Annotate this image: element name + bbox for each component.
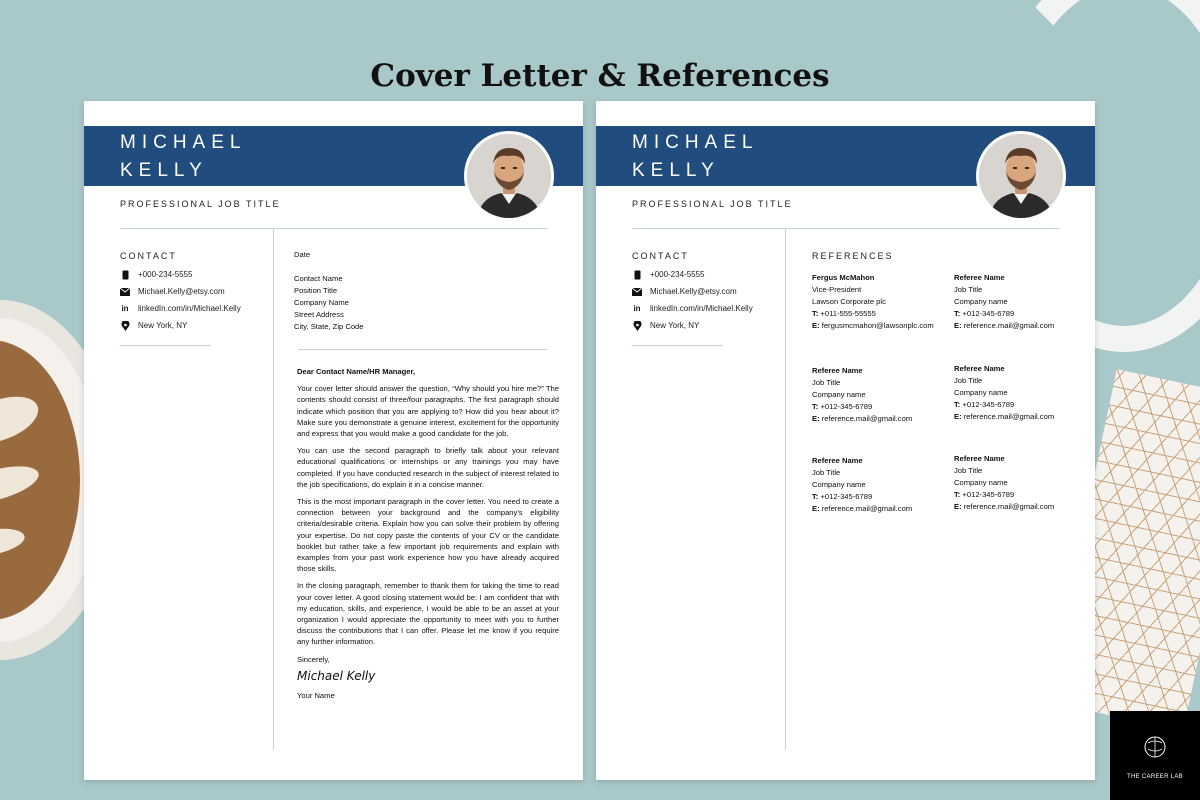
salutation: Dear Contact Name/HR Manager, xyxy=(297,367,416,376)
divider xyxy=(120,345,211,346)
reference-entry xyxy=(954,363,1054,423)
contact-title: CONTACT xyxy=(120,251,177,261)
reference-entry xyxy=(954,272,1054,332)
reference-company: Lawson Corporate plc xyxy=(812,296,886,306)
recipient-city: City, State, Zip Code xyxy=(294,321,364,331)
profile-photo xyxy=(976,131,1066,221)
reference-title: Job Title xyxy=(954,375,983,385)
reference-phone: T: +011-555-55555 xyxy=(812,308,876,318)
reference-email: E: fergusmcmahon@lawsonplc.com xyxy=(812,320,934,330)
phone-icon xyxy=(120,270,130,280)
signature: Michael Kelly xyxy=(297,668,376,683)
contact-title: CONTACT xyxy=(632,251,689,261)
recipient-name: Contact Name xyxy=(294,274,343,283)
closing: Sincerely, xyxy=(297,654,330,664)
location-icon xyxy=(120,321,130,331)
reference-title: Job Title xyxy=(954,284,983,294)
references-page xyxy=(596,101,1095,780)
reference-company: Company name xyxy=(954,387,1008,397)
reference-company: Company name xyxy=(812,389,866,399)
reference-title: Job Title xyxy=(812,467,841,477)
reference-name: Referee Name xyxy=(954,364,1005,373)
reference-phone: T: +012-345-6789 xyxy=(812,491,873,501)
contact-phone: +000-234-5555 xyxy=(650,270,705,279)
reference-email: E: reference.mail@gmail.com xyxy=(812,413,913,423)
job-title: PROFESSIONAL JOB TITLE xyxy=(120,199,281,209)
divider xyxy=(120,228,548,229)
reference-name: Referee Name xyxy=(954,273,1005,282)
contact-item xyxy=(120,317,241,334)
reference-phone: T: +012-345-6789 xyxy=(954,308,1015,318)
paragraph: In the closing paragraph, remember to thank them for taking the time to read your cover letter. A good closing statement would be: I am confident that with my education, skills, and experience, I would be able to be an asset at your organization I would appreciate the opportunity to meet with you to further discuss the contributions that I can offer. Please let me know if you require any further information. xyxy=(297,581,559,647)
last-name: KELLY xyxy=(120,160,208,181)
page-heading: Cover Letter & References xyxy=(370,58,830,94)
reference-company: Company name xyxy=(812,479,866,489)
reference-phone: T: +012-345-6789 xyxy=(954,399,1015,409)
phone-icon xyxy=(632,270,642,280)
reference-name: Referee Name xyxy=(812,456,863,465)
letter-date: Date xyxy=(294,250,311,259)
profile-photo xyxy=(464,131,554,221)
linkedin-icon: in xyxy=(121,304,129,313)
contact-email: Michael.Kelly@etsy.com xyxy=(650,287,737,296)
paragraph: Your cover letter should answer the question, “Why should you hire me?” The contents should consist of three/four paragraphs. The first paragraph should indicate which position that you are applying to? How did you hear about it? Make sure you demonstrate a genuine interest, excitement for the opportunity and express that you would make a good candidate for the job. xyxy=(297,384,559,439)
email-icon xyxy=(632,287,642,297)
your-name: Your Name xyxy=(297,691,335,701)
column-divider xyxy=(785,229,786,750)
contact-item xyxy=(120,283,241,300)
contact-email: Michael.Kelly@etsy.com xyxy=(138,287,225,296)
reference-name: Referee Name xyxy=(812,366,863,375)
divider xyxy=(632,228,1060,229)
paragraph: You can use the second paragraph to briefly talk about your relevant educational qualifications or internships or any trainings you may have completed. If you have conducted research in the subject of interest related to the job specifications, do explain it in a concise manner. xyxy=(297,446,559,489)
email-icon xyxy=(120,287,130,297)
reference-phone: T: +012-345-6789 xyxy=(812,401,873,411)
reference-title: Job Title xyxy=(812,377,841,387)
cover-letter-page xyxy=(84,101,583,780)
divider xyxy=(298,349,548,350)
contact-linkedin: linkedIn.com/in/Michael.Kelly xyxy=(138,304,241,313)
contact-linkedin: linkedIn.com/in/Michael.Kelly xyxy=(650,304,753,313)
reference-company: Company name xyxy=(954,477,1008,487)
career-lab-logo xyxy=(1110,711,1200,800)
location-icon xyxy=(632,321,642,331)
reference-email: E: reference.mail@gmail.com xyxy=(954,411,1055,421)
contact-item xyxy=(120,300,241,317)
recipient-street: Street Address xyxy=(294,309,344,319)
contact-list xyxy=(120,266,241,334)
linkedin-icon: in xyxy=(633,304,641,313)
references-title: REFERENCES xyxy=(812,251,894,261)
recipient-company: Company Name xyxy=(294,297,349,307)
first-name: MICHAEL xyxy=(120,132,247,153)
contact-phone: +000-234-5555 xyxy=(138,270,193,279)
reference-email: E: reference.mail@gmail.com xyxy=(954,320,1055,330)
reference-name: Referee Name xyxy=(954,454,1005,463)
contact-item xyxy=(632,283,753,300)
job-title: PROFESSIONAL JOB TITLE xyxy=(632,199,793,209)
reference-email: E: reference.mail@gmail.com xyxy=(812,503,913,513)
reference-company: Company name xyxy=(954,296,1008,306)
reference-title: Job Title xyxy=(954,465,983,475)
column-divider xyxy=(273,229,274,750)
reference-entry xyxy=(812,455,912,515)
contact-item xyxy=(632,300,753,317)
contact-item xyxy=(632,317,753,334)
recipient-position: Position Title xyxy=(294,285,338,295)
reference-title: Vice-President xyxy=(812,284,862,294)
last-name: KELLY xyxy=(632,160,720,181)
paragraph: This is the most important paragraph in the cover letter. You need to create a connection between your background and the company's eligibility criteria/desirable criteria. Explain how you can solve their problem by offering your expertise. Do not copy paste the contents of your CV or the candidate booklet but rather take a few important job requirements and explain with examples from your past work experience how you have already acquired those skills. xyxy=(297,497,559,574)
contact-location: New York, NY xyxy=(650,321,700,330)
divider xyxy=(632,345,723,346)
contact-list xyxy=(632,266,753,334)
letter-body xyxy=(297,366,559,707)
contact-location: New York, NY xyxy=(138,321,188,330)
recipient-block xyxy=(294,273,364,333)
reference-name: Fergus McMahon xyxy=(812,273,875,282)
reference-phone: T: +012-345-6789 xyxy=(954,489,1015,499)
brain-icon xyxy=(1110,711,1200,771)
contact-item xyxy=(632,266,753,283)
first-name: MICHAEL xyxy=(632,132,759,153)
reference-email: E: reference.mail@gmail.com xyxy=(954,501,1055,511)
reference-entry xyxy=(812,272,934,332)
contact-item xyxy=(120,266,241,283)
logo-text: THE CAREER LAB xyxy=(1127,774,1183,780)
reference-entry xyxy=(954,453,1054,513)
reference-entry xyxy=(812,365,912,425)
